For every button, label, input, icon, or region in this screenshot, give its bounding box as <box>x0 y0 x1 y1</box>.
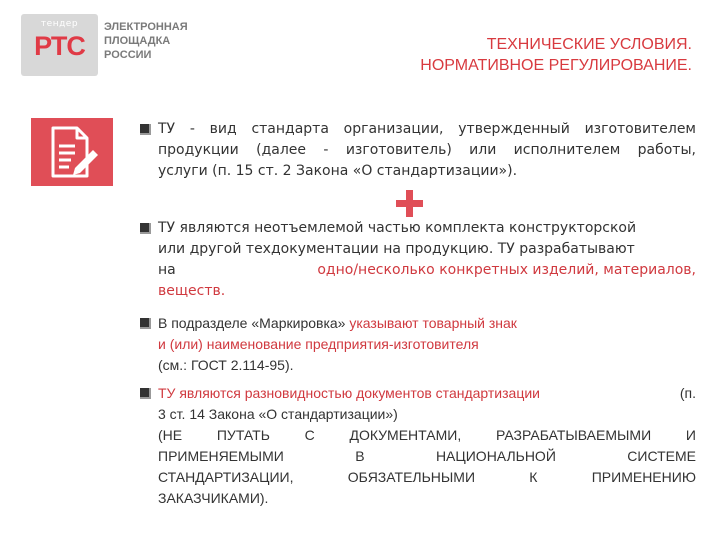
bullet-text-line: 3 ст. 14 Закона «О стандартизации») <box>158 406 398 422</box>
bullet-text-line: ТУ являются неотъемлемой частью комплекта конструкторской <box>158 220 637 236</box>
logo <box>21 14 98 76</box>
logo-subtitle <box>104 20 188 62</box>
bullet-highlight: и (или) наименование предприятия-изготовителя <box>158 336 479 352</box>
slide-title <box>272 34 692 76</box>
bullet-text-segment: (п. <box>679 385 696 401</box>
logo-subtitle-line: ЭЛЕКТРОННАЯ <box>104 21 188 33</box>
bullet-item <box>140 313 696 376</box>
checkbox-bullet-icon <box>140 388 151 399</box>
bullet-highlight: одно/несколько конкретных изделий, материалов, <box>317 262 696 278</box>
bullet-text-line: продукции (далее - изготовитель) или исполнителем работы, <box>158 142 696 158</box>
bullet-highlight: веществ. <box>158 283 226 299</box>
bullet-item <box>140 383 696 509</box>
slide-title-line: НОРМАТИВНОЕ РЕГУЛИРОВАНИЕ. <box>420 57 692 74</box>
bullet-text-line: (НЕ ПУТАТЬ С ДОКУМЕНТАМИ, РАЗРАБАТЫВАЕМЫМИ И <box>158 427 696 443</box>
checkbox-bullet-icon <box>140 223 151 234</box>
bullet-item <box>140 119 696 182</box>
bullet-text-line: СТАНДАРТИЗАЦИИ, ОБЯЗАТЕЛЬНЫМИ К ПРИМЕНЕНИЮ <box>158 469 696 485</box>
bullet-text-line: услуги (п. 15 ст. 2 Закона «О стандартизации»). <box>158 163 518 179</box>
bullet-text-line: ТУ - вид стандарта организации, утвержденный изготовителем <box>158 121 696 137</box>
bullet-text-segment: на <box>158 262 176 278</box>
plus-icon <box>396 190 423 217</box>
bullet-highlight: ТУ являются разновидностью документов стандартизации <box>158 385 540 401</box>
bullet-text-segment: В подразделе «Маркировка» <box>158 315 346 331</box>
bullet-text-line: ЗАКАЗЧИКАМИ). <box>158 490 269 506</box>
bullet-text-line: (см.: ГОСТ 2.114-95). <box>158 357 294 373</box>
logo-tender-text: тендер <box>40 19 79 29</box>
document-pen-icon <box>31 118 113 186</box>
bullet-highlight: указывают товарный знак <box>349 315 517 331</box>
logo-subtitle-line: ПЛОЩАДКА <box>104 35 171 47</box>
checkbox-bullet-icon <box>140 318 151 329</box>
logo-subtitle-line: РОССИИ <box>104 49 152 61</box>
bullet-text-line: или другой техдокументации на продукцию. ТУ разрабатывают <box>158 241 635 257</box>
slide-title-line: ТЕХНИЧЕСКИЕ УСЛОВИЯ. <box>486 36 692 53</box>
logo-rtc-text: РТС <box>34 31 85 61</box>
checkbox-bullet-icon <box>140 124 151 135</box>
bullet-text-line: ПРИМЕНЯЕМЫМИ В НАЦИОНАЛЬНОЙ СИСТЕМЕ <box>158 448 696 464</box>
bullet-item <box>140 218 696 302</box>
